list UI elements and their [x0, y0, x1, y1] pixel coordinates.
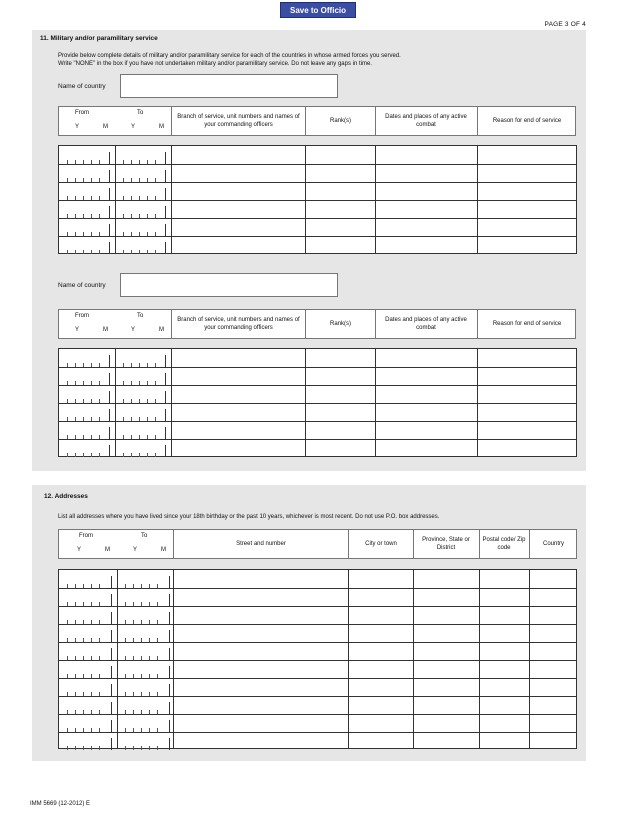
date-divider [169, 576, 170, 588]
instructions-line-1: Provide below complete details of military and/or paramilitary service for each of the countries in whose armed forces you served. [58, 53, 401, 59]
date-tick [83, 250, 84, 254]
date-tick [75, 250, 76, 254]
date-divider [109, 427, 110, 439]
table-row[interactable] [59, 732, 576, 750]
from-year-label: Y [75, 124, 80, 130]
to-year-label: Y [131, 124, 136, 130]
date-divider [169, 720, 170, 732]
date-divider [111, 648, 112, 660]
date-tick [131, 453, 132, 457]
to-month-label: M [159, 327, 164, 333]
date-divider [165, 427, 166, 439]
date-tick [133, 746, 134, 750]
city-header: City or town [365, 541, 397, 547]
date-divider [165, 242, 166, 254]
date-tick [139, 453, 140, 457]
country-input-1[interactable] [120, 74, 338, 98]
section-title: 12. Addresses [44, 493, 88, 500]
date-tick [91, 250, 92, 254]
date-tick [123, 250, 124, 254]
from-month-label: M [105, 547, 110, 553]
addresses-section [32, 485, 586, 761]
dates-header: Dates and places of any active combat [385, 114, 467, 128]
table-row[interactable] [59, 606, 576, 624]
date-divider [111, 702, 112, 714]
table-header-1 [58, 106, 576, 136]
table-row[interactable] [59, 236, 576, 254]
table-header-2 [58, 309, 576, 339]
table-row[interactable] [59, 714, 576, 732]
to-label: To [137, 110, 144, 116]
table-row[interactable] [59, 182, 576, 200]
date-tick [91, 746, 92, 750]
to-month-label: M [159, 124, 164, 130]
date-divider [169, 648, 170, 660]
to-label: To [137, 313, 144, 319]
date-tick [123, 453, 124, 457]
date-tick [155, 250, 156, 254]
table-row[interactable] [59, 439, 576, 457]
rank-header: Rank(s) [329, 118, 351, 124]
to-year-label: Y [131, 327, 136, 333]
date-divider [165, 355, 166, 367]
country-header: Country [542, 541, 564, 547]
date-divider [169, 594, 170, 606]
date-divider [165, 224, 166, 236]
military-grid-2[interactable] [58, 348, 577, 457]
branch-header: Branch of service, unit numbers and names of your commanding officers [177, 317, 300, 331]
date-divider [165, 206, 166, 218]
military-service-section [32, 30, 586, 471]
date-tick [99, 250, 100, 254]
table-row[interactable] [59, 385, 576, 403]
addresses-instructions: List all addresses where you have lived since your 18th birthday or the past 10 years, whichever is most recent. Do not use P.O. box addresses. [58, 514, 440, 520]
date-divider [169, 666, 170, 678]
date-tick [91, 453, 92, 457]
table-row[interactable] [59, 164, 576, 182]
branch-header: Branch of service, unit numbers and names of your commanding officers [177, 114, 300, 128]
table-row[interactable] [59, 588, 576, 606]
date-tick [155, 453, 156, 457]
date-tick [131, 250, 132, 254]
date-divider [109, 206, 110, 218]
from-label: From [75, 313, 89, 319]
table-row[interactable] [59, 696, 576, 714]
date-tick [67, 746, 68, 750]
reason-header: Reason for end of service [492, 118, 562, 124]
date-divider [111, 630, 112, 642]
date-divider [109, 188, 110, 200]
country-input-2[interactable] [120, 273, 338, 297]
date-tick [139, 250, 140, 254]
date-divider [169, 738, 170, 750]
date-divider [111, 684, 112, 696]
date-divider [165, 152, 166, 164]
date-tick [75, 453, 76, 457]
date-divider [169, 702, 170, 714]
dates-header: Dates and places of any active combat [385, 317, 467, 331]
date-divider [109, 224, 110, 236]
table-row[interactable] [59, 403, 576, 421]
date-divider [111, 666, 112, 678]
from-month-label: M [103, 124, 108, 130]
date-divider [165, 409, 166, 421]
table-row[interactable] [59, 660, 576, 678]
date-tick [75, 746, 76, 750]
date-divider [165, 170, 166, 182]
date-divider [109, 152, 110, 164]
date-tick [99, 453, 100, 457]
country-label: Name of country [58, 83, 106, 90]
date-divider [111, 594, 112, 606]
date-divider [111, 720, 112, 732]
page-number: PAGE 3 OF 4 [544, 21, 586, 28]
table-row[interactable] [59, 421, 576, 439]
instructions-line-2: Write "NONE" in the box if you have not undertaken military and/or paramilitary service. Do not leave any gaps in time. [58, 61, 372, 67]
date-divider [109, 373, 110, 385]
table-row[interactable] [59, 624, 576, 642]
date-tick [157, 746, 158, 750]
save-to-officio-button[interactable]: Save to Officio [280, 2, 356, 18]
date-tick [147, 453, 148, 457]
date-divider [109, 391, 110, 403]
date-tick [141, 746, 142, 750]
date-divider [109, 355, 110, 367]
date-tick [67, 250, 68, 254]
from-year-label: Y [75, 327, 80, 333]
reason-header: Reason for end of service [492, 321, 562, 327]
province-header: Province, State or District [422, 537, 470, 551]
date-divider [169, 684, 170, 696]
date-tick [99, 746, 100, 750]
date-tick [83, 746, 84, 750]
date-divider [111, 576, 112, 588]
table-row[interactable] [59, 200, 576, 218]
from-year-label: Y [77, 547, 82, 553]
date-tick [147, 250, 148, 254]
date-tick [149, 746, 150, 750]
addresses-grid[interactable] [58, 569, 577, 749]
table-row[interactable] [59, 146, 576, 164]
date-divider [109, 445, 110, 457]
country-label: Name of country [58, 282, 106, 289]
rank-header: Rank(s) [329, 321, 351, 327]
table-row[interactable] [59, 642, 576, 660]
to-label: To [141, 533, 148, 539]
addresses-table-header [58, 529, 577, 559]
date-divider [169, 630, 170, 642]
street-header: Street and number [236, 541, 286, 547]
date-tick [67, 453, 68, 457]
to-year-label: Y [133, 547, 138, 553]
date-divider [165, 445, 166, 457]
postal-header: Postal code/ Zip code [482, 537, 526, 551]
table-row[interactable] [59, 678, 576, 696]
table-row[interactable] [59, 570, 576, 588]
military-grid-1[interactable] [58, 145, 577, 254]
form-footer: IMM 5669 (12-2012) E [30, 801, 91, 807]
date-divider [165, 391, 166, 403]
table-row[interactable] [59, 218, 576, 236]
date-divider [165, 373, 166, 385]
date-divider [109, 242, 110, 254]
to-month-label: M [161, 547, 166, 553]
from-label: From [79, 533, 93, 539]
date-tick [125, 746, 126, 750]
date-divider [109, 409, 110, 421]
date-divider [111, 612, 112, 624]
section-title: 11. Military and/or paramilitary service [40, 35, 158, 42]
from-label: From [75, 110, 89, 116]
from-month-label: M [103, 327, 108, 333]
date-divider [169, 612, 170, 624]
date-divider [165, 188, 166, 200]
table-row[interactable] [59, 349, 576, 367]
date-divider [111, 738, 112, 750]
date-tick [83, 453, 84, 457]
date-divider [109, 170, 110, 182]
table-row[interactable] [59, 367, 576, 385]
